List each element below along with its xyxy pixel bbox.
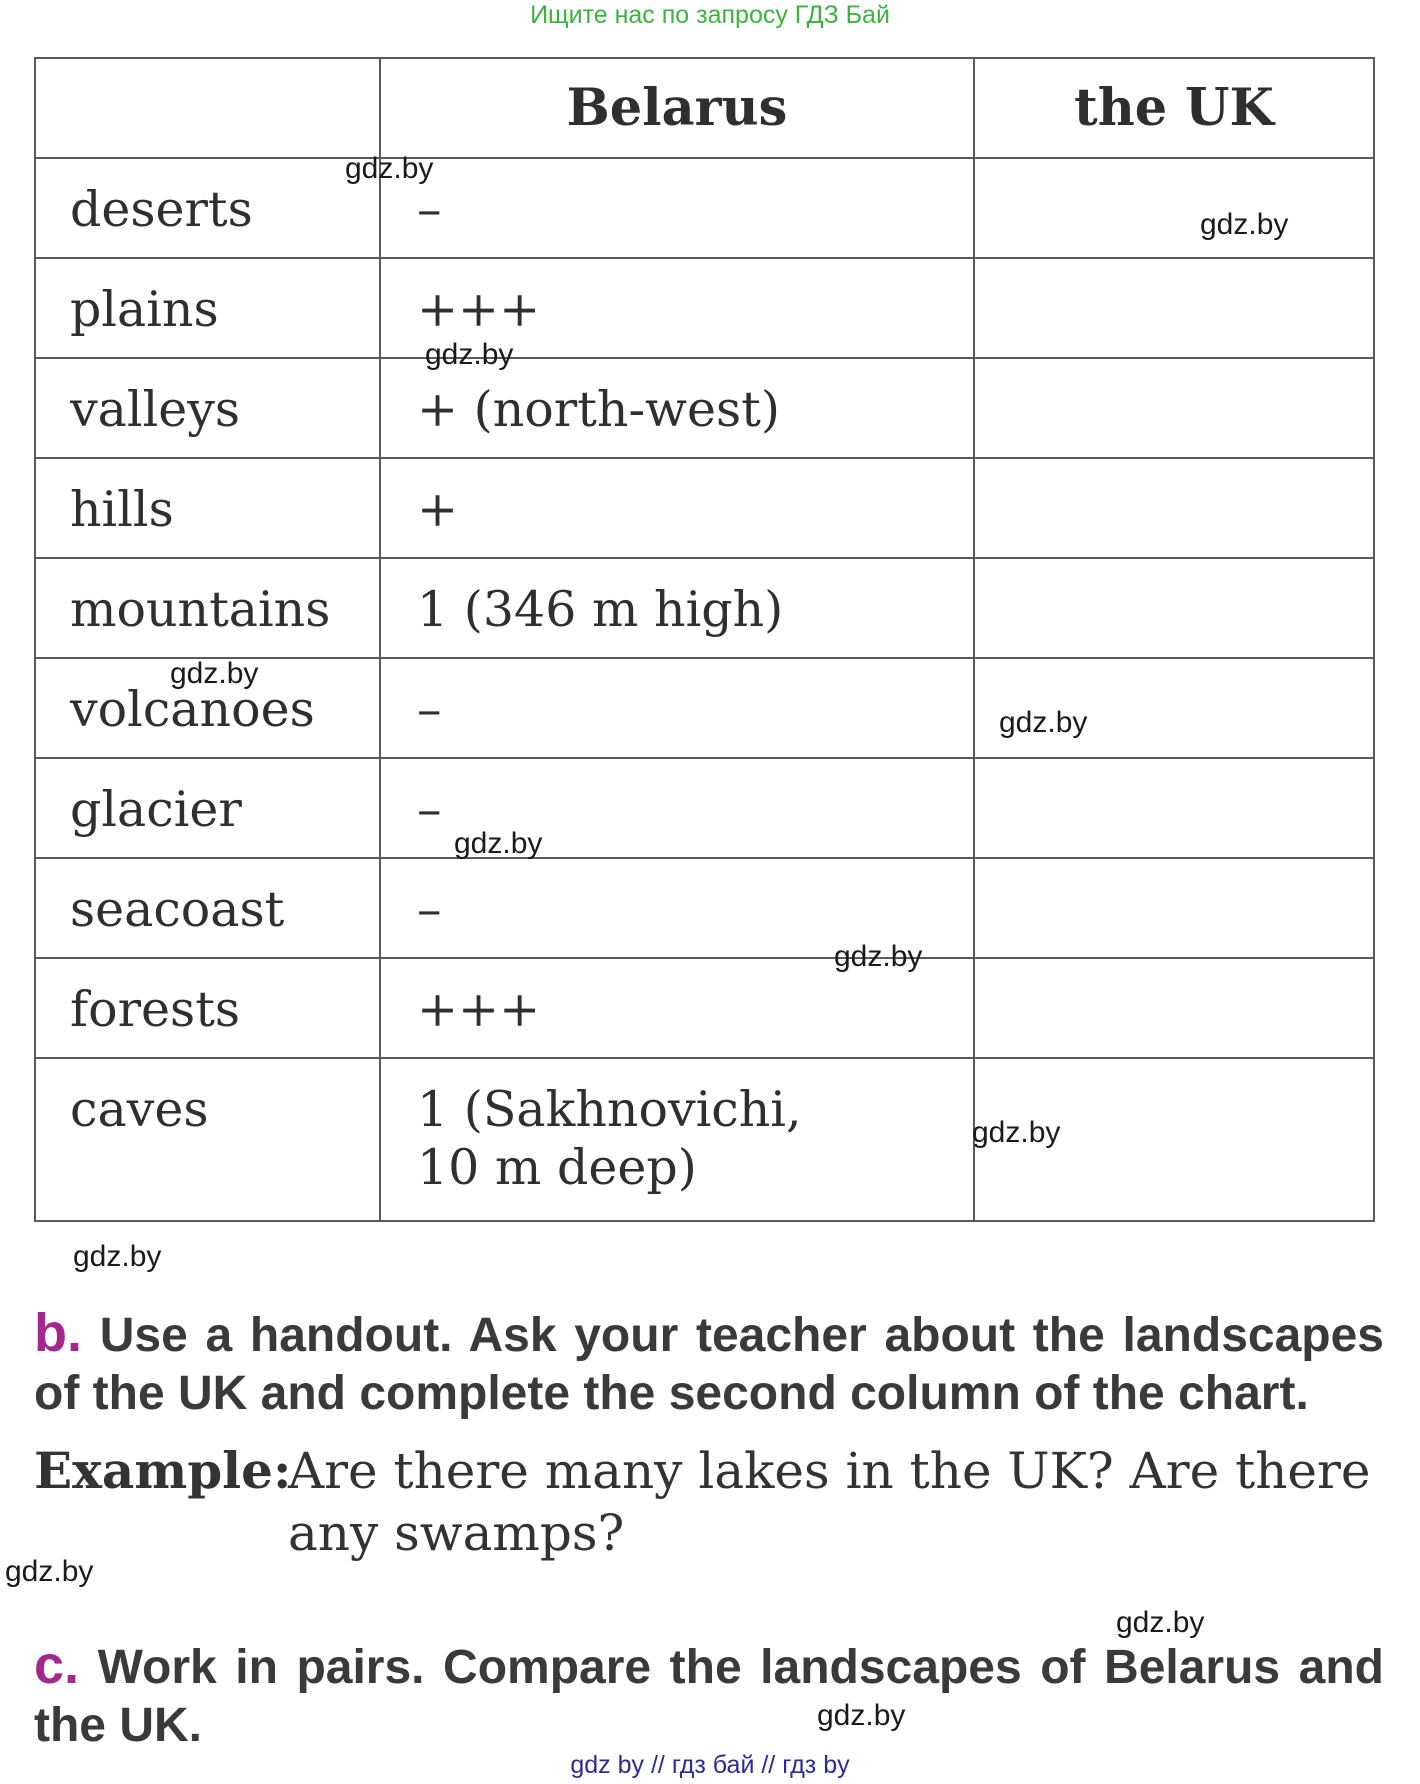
task-b-letter: b. xyxy=(34,1303,82,1363)
task-b xyxy=(34,1304,1384,1423)
landscape-table xyxy=(34,57,1375,1222)
watermark: gdz.by xyxy=(5,1555,94,1588)
belarus-value: – xyxy=(417,781,442,838)
task-c-letter: c. xyxy=(34,1635,80,1695)
watermark: gdz.by xyxy=(1200,208,1289,241)
belarus-value: – xyxy=(417,881,442,938)
watermark: gdz.by xyxy=(170,657,259,690)
watermark: gdz.by xyxy=(999,706,1088,739)
feature-label: deserts xyxy=(70,181,253,238)
watermark: gdz.by xyxy=(834,940,923,973)
uk-value xyxy=(975,659,1373,681)
table-row xyxy=(35,958,1374,1058)
task-c xyxy=(34,1636,1384,1755)
table-header-row xyxy=(35,58,1374,158)
belarus-value-line2: 10 m deep) xyxy=(417,1139,697,1196)
feature-label: caves xyxy=(70,1081,209,1138)
belarus-value: 1 (346 m high) xyxy=(417,581,784,638)
uk-value xyxy=(975,359,1373,381)
task-c-text: Work in pairs. Compare the landscapes of Belarus and the UK. xyxy=(34,1641,1384,1752)
uk-value xyxy=(975,459,1373,481)
uk-value xyxy=(975,859,1373,881)
feature-label: valleys xyxy=(70,381,241,438)
watermark: gdz.by xyxy=(345,152,434,185)
table-row xyxy=(35,358,1374,458)
belarus-value-line1: 1 (Sakhnovichi, xyxy=(417,1081,802,1138)
example-text: Are there many lakes in the UK? Are there any swamps? xyxy=(288,1442,1371,1562)
table-row xyxy=(35,258,1374,358)
watermark: gdz.by xyxy=(817,1699,906,1732)
feature-label: mountains xyxy=(70,581,331,638)
belarus-value: + (north-west) xyxy=(417,381,780,438)
watermark: gdz.by xyxy=(425,338,514,371)
feature-label: glacier xyxy=(70,781,242,838)
uk-value xyxy=(975,559,1373,581)
feature-label: hills xyxy=(70,481,174,538)
belarus-value: – xyxy=(417,181,442,238)
table-row xyxy=(35,158,1374,258)
belarus-value: + xyxy=(417,481,459,538)
belarus-value: +++ xyxy=(417,281,541,338)
watermark: gdz.by xyxy=(73,1240,162,1273)
uk-value xyxy=(975,259,1373,281)
top-banner[interactable]: Ищите нас по запросу ГДЗ Бай xyxy=(530,1,890,29)
header-belarus: Belarus xyxy=(380,58,974,158)
header-empty xyxy=(35,58,380,158)
feature-label: forests xyxy=(70,981,241,1038)
feature-label: plains xyxy=(70,281,219,338)
belarus-value: +++ xyxy=(417,981,541,1038)
uk-value xyxy=(975,759,1373,781)
watermark: gdz.by xyxy=(1116,1606,1205,1639)
uk-value xyxy=(975,159,1373,181)
table-row xyxy=(35,458,1374,558)
table-row xyxy=(35,558,1374,658)
table-row xyxy=(35,1058,1374,1221)
feature-label: volcanoes xyxy=(70,681,315,738)
task-b-text: Use a handout. Ask your teacher about the landscapes of the UK and complete the second column of the chart. xyxy=(34,1309,1384,1420)
watermark: gdz.by xyxy=(972,1116,1061,1149)
uk-value xyxy=(975,1059,1373,1081)
header-uk: the UK xyxy=(974,58,1374,158)
example-label: Example: xyxy=(34,1441,292,1500)
footer-links[interactable]: gdz by // гдз бай // гдз by xyxy=(570,1751,850,1779)
uk-value xyxy=(975,959,1373,981)
feature-label: seacoast xyxy=(70,881,285,938)
table-row xyxy=(35,758,1374,858)
belarus-value: – xyxy=(417,681,442,738)
belarus-value xyxy=(381,1059,973,1197)
table-row xyxy=(35,858,1374,958)
watermark: gdz.by xyxy=(454,827,543,860)
